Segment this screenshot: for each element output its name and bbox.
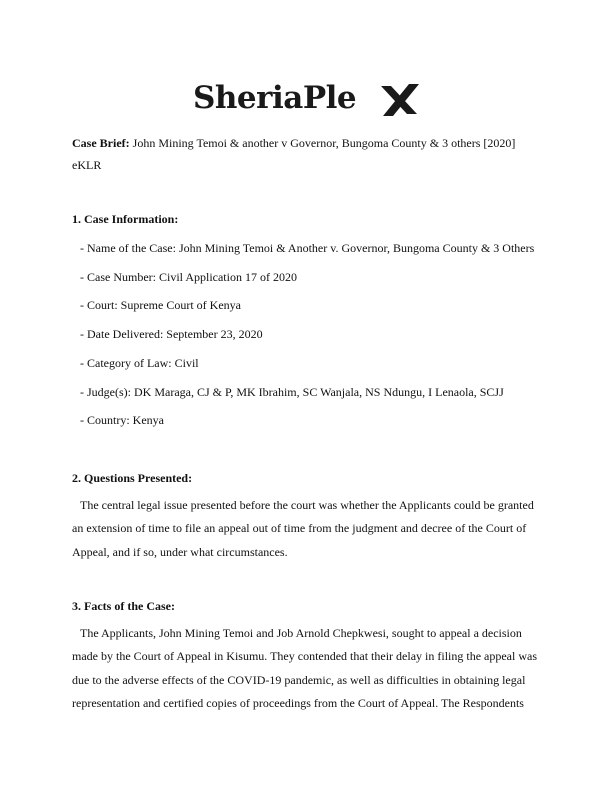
sheriaplex-logo [193, 74, 419, 124]
case-brief-title: John Mining Temoi & another v Governor, Bungoma County & 3 others [2020] eKLR [72, 136, 516, 172]
case-info-item: - Judge(s): DK Maraga, CJ & P, MK Ibrahim, SC Wanjala, NS Ndungu, I Lenaola, SCJJ [80, 385, 504, 399]
logo-x-mark-icon [379, 80, 419, 120]
facts-paragraph [72, 622, 546, 715]
paragraph-line: The central legal issue presented before the court was whether the Applicants could be granted [80, 498, 534, 512]
paragraph-line: due to the adverse effects of the COVID-19 pandemic, as well as difficulties in obtaining legal [72, 672, 526, 687]
case-info-item: - Date Delivered: September 23, 2020 [80, 327, 263, 341]
logo-wordmark: SheriaPle [193, 80, 357, 116]
paragraph-line: an extension of time to file an appeal out of time from the judgment and decree of the Court of [72, 521, 527, 536]
section-heading-facts-of-the-case: 3. Facts of the Case: [72, 599, 175, 613]
case-info-item: - Category of Law: Civil [80, 356, 199, 370]
section-heading-case-information: 1. Case Information: [72, 212, 179, 226]
paragraph-line: representation and certified copies of proceedings from the Court of Appeal. The Respondents [72, 695, 524, 710]
case-info-item: - Court: Supreme Court of Kenya [80, 298, 241, 312]
case-info-item: - Country: Kenya [80, 413, 164, 427]
case-brief-label: Case Brief: [72, 136, 130, 150]
section-heading-questions-presented: 2. Questions Presented: [72, 471, 193, 485]
paragraph-line: The Applicants, John Mining Temoi and Job Arnold Chepkwesi, sought to appeal a decision [80, 626, 522, 640]
case-info-item: - Case Number: Civil Application 17 of 2020 [80, 270, 297, 284]
paragraph-line: Appeal, and if so, under what circumstances. [72, 544, 288, 559]
case-brief [72, 132, 542, 176]
questions-presented-paragraph [72, 494, 546, 564]
case-info-item: - Name of the Case: John Mining Temoi & Another v. Governor, Bungoma County & 3 Others [80, 241, 535, 255]
paragraph-line: made by the Court of Appeal in Kisumu. They contended that their delay in filing the appeal was [72, 649, 537, 664]
